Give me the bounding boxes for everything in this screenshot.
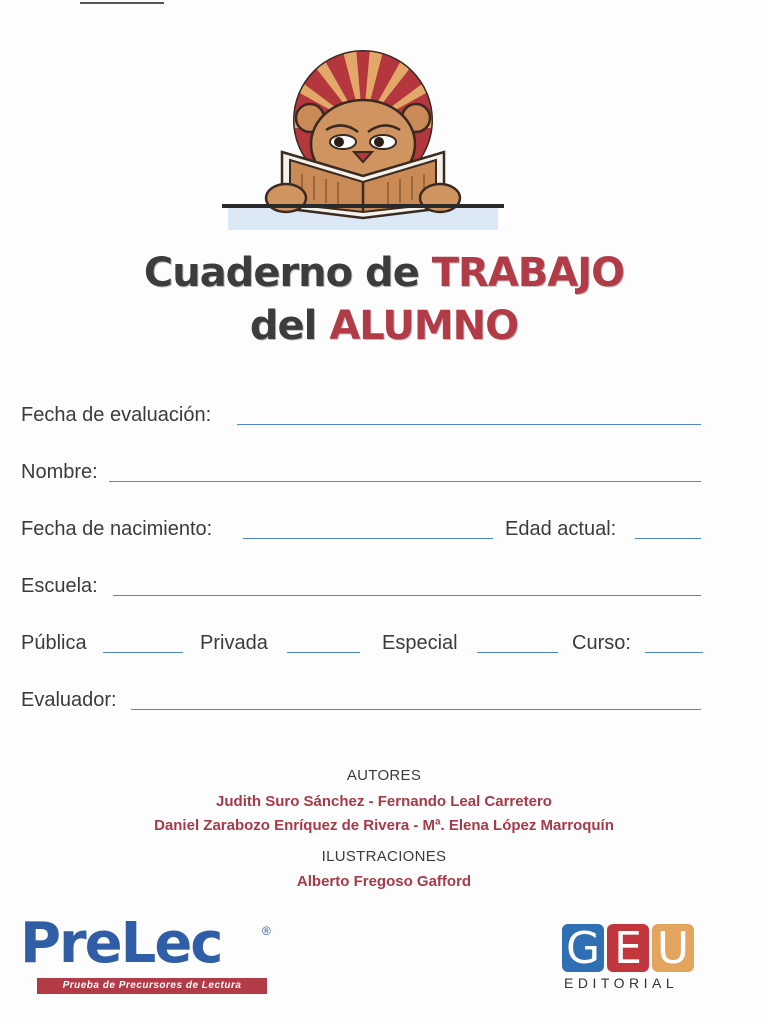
geu-letter-e: E [607,924,649,972]
lion-reading-logo [222,48,504,234]
authors-line-1: Judith Suro Sánchez - Fernando Leal Carretero [216,793,552,810]
label-publica: Pública [21,632,87,654]
input-fecha-evaluacion[interactable] [237,424,701,425]
title-del: del [249,303,317,349]
prelec-tagline: Prueba de Precursores de Lectura [37,978,267,994]
label-curso: Curso: [572,632,631,654]
ilustraciones-heading: ILUSTRACIONES [321,848,447,865]
input-publica[interactable] [103,652,183,653]
title-cuaderno: Cuaderno de [143,250,419,296]
geu-editorial-logo [562,924,702,994]
input-escuela[interactable] [113,595,701,596]
prelec-logo [20,912,280,1002]
top-edge-mark [80,2,164,4]
label-edad-actual: Edad actual: [505,518,617,540]
input-edad-actual[interactable] [635,538,701,539]
registered-mark: ® [262,924,271,938]
label-nombre: Nombre: [21,461,98,483]
prelec-wordmark: PreLec [20,911,222,976]
geu-editorial-text: EDITORIAL [564,975,679,991]
input-evaluador[interactable] [131,709,701,710]
label-especial: Especial [382,632,458,654]
input-fecha-nacimiento[interactable] [243,538,493,539]
title-trabajo: TRABAJO [431,250,625,296]
label-fecha-evaluacion: Fecha de evaluación: [21,404,212,426]
input-privada[interactable] [287,652,360,653]
title-line-2 [0,303,768,349]
authors-line-2: Daniel Zarabozo Enríquez de Rivera - Mª. Elena López Marroquín [154,817,614,834]
illustrator-name: Alberto Fregoso Gafford [296,873,472,890]
label-evaluador: Evaluador: [21,689,117,711]
label-privada: Privada [200,632,268,654]
label-fecha-nacimiento: Fecha de nacimiento: [21,518,213,540]
geu-letter-u: U [652,924,694,972]
autores-heading: AUTORES [346,767,422,784]
input-curso[interactable] [645,652,703,653]
input-especial[interactable] [477,652,558,653]
label-escuela: Escuela: [21,575,98,597]
input-nombre[interactable] [109,481,701,482]
geu-letter-g: G [562,924,604,972]
title-line-1 [0,250,768,296]
title-alumno: ALUMNO [329,303,519,349]
